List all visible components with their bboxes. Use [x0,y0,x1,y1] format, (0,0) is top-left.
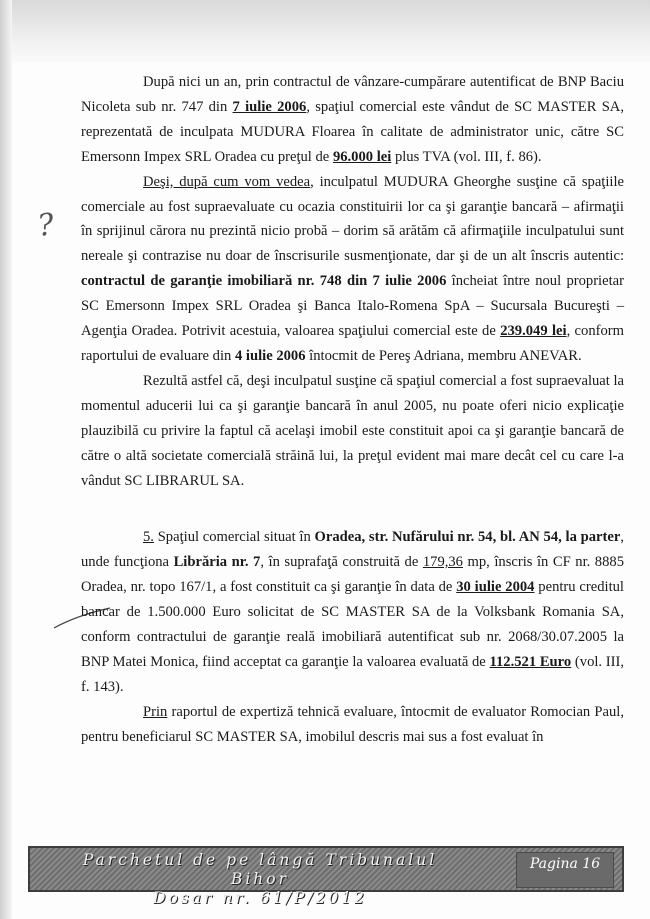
guarantee-contract: contractul de garanţie imobiliară nr. 748 din 7 iulie 2006 [81,273,447,290]
paragraph-sale-contract: După nici un an, prin contractul de vânzare-cumpărare autentificat de BNP Baciu Nicoleta sub nr. 747 din 7 iulie 2006, spaţiul comercial este vândut de SC MASTER SA, reprezentată de inculpata MUDURA Floarea în calitate de administrator unic, către SC Emersonn Impex SRL Oradea cu preţul de 96.000 lei plus TVA (vol. III, f. 86). [81,74,624,165]
handwritten-question-mark: ? [35,207,57,244]
scan-shadow [0,0,650,62]
paragraph-guarantee-contract: Deşi, după cum vom vedea, inculpatul MUDURA Gheorghe susţine că spaţiile comerciale au fost supraevaluate cu ocazia constituirii lor ca şi garanţie bancară – afirmaţii în sprijinul cărora nu prezintă nicio probă – dorim să arătăm că afirmaţiile inculpatului sunt nereale şi contrazise nu doar de înscrisurile susmenţionate, dar şi de un alt înscris autentic: contractul de garanţie imobiliară nr. 748 din 7 iulie 2006 încheiat între noul proprietar SC Emersonn Impex SRL Oradea şi Banca Italo-Romena SpA – Sucursala Bucureşti – Agenţia Oradea. Potrivit acestuia, valoarea spaţiului comercial este de 239.049 lei, conform raportului de evaluare din 4 iulie 2006 întocmit de Pereş Adriana, membru ANEVAR. [81,173,624,364]
page-footer [28,846,624,907]
footer-case-number: Dosar nr. 61/P/2012 [153,889,367,907]
paragraph-item-5: 5. Spaţiul comercial situat în Oradea, str. Nufărului nr. 54, bl. AN 54, la parter, unde funcţiona Librăria nr. 7, în suprafaţă construită de 179,36 mp, înscris în CF nr. 8885 Oradea, nr. topo 167/1, a fost constituit ca şi garanţie în data de 30 iulie 2004 pentru creditul bancar de 1.500.000 Euro solicitat de SC MASTER SA de la Volksbank Romania SA, conform contractului de garanţie reală imobiliară autentificat sub nr. 2068/30.07.2005 la BNP Matei Monica, fiind acceptat ca garanţie la valoarea evaluată de 112.521 Euro (vol. III, f. 143). [81,529,624,695]
built-area: 179,36 [422,554,463,571]
guarantee-date: 30 iulie 2004 [456,579,535,596]
paragraph-expert-report: Prin raportul de expertiză tehnică evaluare, întocmit de evaluator Romocian Paul, pentru beneficiarul SC MASTER SA, imobilul descris mai sus a fost evaluat în [81,703,624,745]
evaluation-date: 4 iulie 2006 [234,347,306,364]
document-body [81,70,624,750]
property-location: Oradea, str. Nufărului nr. 54, bl. AN 54, la parter [314,529,621,546]
sale-price: 96.000 lei [332,148,392,165]
page-number: Pagina 16 [516,852,614,888]
evaluated-value: 112.521 Euro [489,653,572,670]
property-value: 239.049 lei [500,323,567,340]
footer-institution [50,851,470,908]
shop-name: Librăria nr. 7 [173,554,261,571]
item-number: 5. [143,529,154,546]
footer-court: Parchetul de pe lângă Tribunalul Bihor [82,851,438,888]
sale-date: 7 iulie 2006 [232,98,307,115]
paragraph-conclusion: Rezultă astfel că, deşi inculpatul susţine că spaţiul comercial a fost supraevaluat la momentul aducerii lui ca şi garanţie bancară în anul 2005, nu poate oferi nicio explicaţie plauzibilă cu privire la faptul că acelaşi imobil este constituit apoi ca şi garanţie bancară de către o altă societate comercială străină lui, la preţul evident mai mare decât cel cu care l-a vândut SC LIBRARUL SA. [81,372,625,489]
scan-edge [0,0,12,919]
